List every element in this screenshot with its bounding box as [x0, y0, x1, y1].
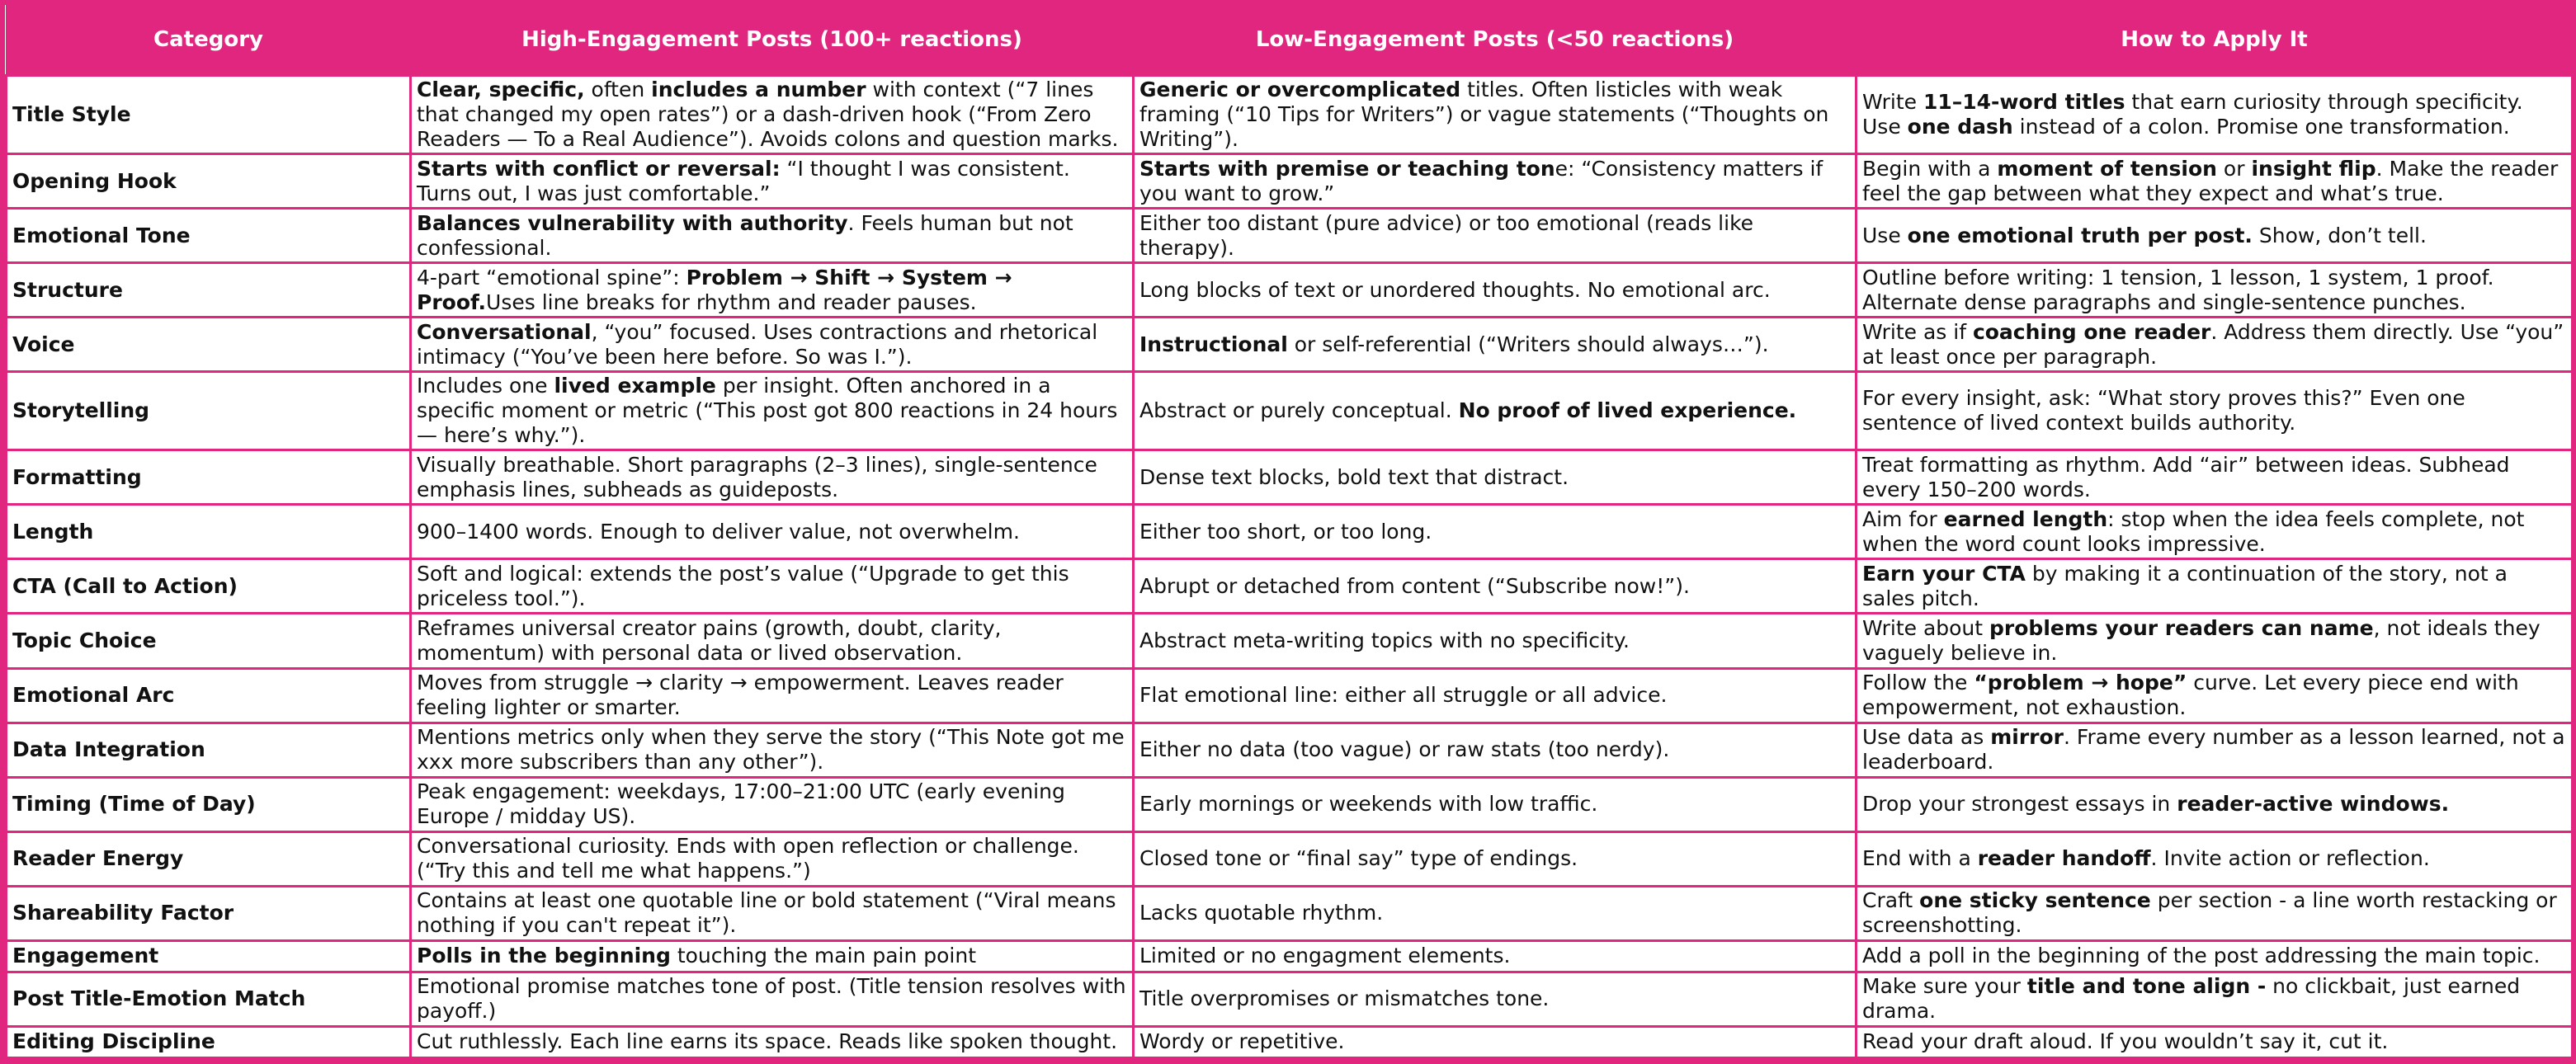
- bold-text-segment: Starts with premise or teaching ton: [1139, 156, 1555, 181]
- high-engagement-cell: [411, 1026, 1134, 1057]
- text-segment: . Frame every number as a lesson learned, not a leaderboard.: [1862, 725, 2565, 774]
- low-engagement-cell: [1134, 972, 1857, 1026]
- text-segment: Add a poll in the beginning of the post addressing the main topic.: [1862, 944, 2541, 968]
- table-row: [7, 831, 2573, 886]
- category-cell: Formatting: [7, 450, 411, 505]
- how-to-apply-cell: [1857, 209, 2573, 263]
- text-segment: Peak engagement: weekdays, 17:00–21:00 UTC (early evening Europe / midday US).: [417, 779, 1065, 829]
- bold-text-segment: Clear, specific,: [417, 78, 585, 102]
- text-segment: Either too short, or too long.: [1139, 519, 1432, 544]
- high-engagement-cell: [411, 263, 1134, 318]
- bold-text-segment: mirror: [1990, 725, 2064, 750]
- bold-text-segment: title and tone align -: [2026, 974, 2267, 999]
- table-row: [7, 886, 2573, 940]
- bold-text-segment: Earn your CTA: [1862, 561, 2026, 586]
- header-how-to-apply: How to Apply It: [1857, 5, 2573, 76]
- text-segment: Includes one: [417, 374, 554, 398]
- table-body: [7, 76, 2573, 1058]
- text-segment: or: [2216, 156, 2252, 181]
- high-engagement-cell: [411, 723, 1134, 777]
- low-engagement-cell: [1134, 614, 1857, 668]
- high-engagement-cell: [411, 972, 1134, 1026]
- table-row: [7, 318, 2573, 372]
- table-row: [7, 614, 2573, 668]
- how-to-apply-cell: [1857, 505, 2573, 559]
- low-engagement-cell: [1134, 940, 1857, 972]
- bold-text-segment: Balances vulnerability with authority: [417, 210, 848, 235]
- text-segment: Uses line breaks for rhythm and reader pauses.: [486, 290, 977, 314]
- table-row: [7, 1026, 2573, 1057]
- table-row: [7, 505, 2573, 559]
- how-to-apply-cell: [1857, 723, 2573, 777]
- low-engagement-cell: [1134, 886, 1857, 940]
- category-cell: CTA (Call to Action): [7, 559, 411, 614]
- bold-text-segment: “problem → hope”: [1974, 671, 2187, 695]
- bold-text-segment: earned length: [1943, 506, 2108, 531]
- text-segment: Use: [1862, 223, 1908, 247]
- text-segment: For every insight, ask: “What story proves this?” Even one sentence of lived context builds authority.: [1862, 386, 2465, 435]
- text-segment: 4-part “emotional spine”:: [417, 265, 686, 290]
- category-cell: Timing (Time of Day): [7, 777, 411, 831]
- text-segment: Abstract or purely conceptual.: [1139, 398, 1459, 423]
- text-segment: Emotional promise matches tone of post. (Title tension resolves with payoff.): [417, 974, 1126, 1024]
- high-engagement-cell: [411, 372, 1134, 450]
- text-segment: Conversational curiosity. Ends with open reflection or challenge. (“Try this and tell me what happens.”): [417, 834, 1079, 883]
- text-segment: Limited or no engagment elements.: [1139, 944, 1511, 968]
- text-segment: Soft and logical: extends the post’s value (“Upgrade to get this priceless tool.”).: [417, 561, 1069, 610]
- text-segment: . Invite action or reflection.: [2150, 846, 2430, 871]
- text-segment: 900–1400 words. Enough to deliver value, not overwhelm.: [417, 519, 1020, 544]
- text-segment: Either too distant (pure advice) or too emotional (reads like therapy).: [1139, 210, 1754, 260]
- header-row: [7, 5, 2573, 76]
- table-row: [7, 372, 2573, 450]
- bold-text-segment: No proof of lived experience.: [1458, 398, 1797, 423]
- table-row: [7, 450, 2573, 505]
- category-cell: Length: [7, 505, 411, 559]
- bold-text-segment: Generic or overcomplicated: [1139, 78, 1461, 102]
- text-segment: Dense text blocks, bold text that distract.: [1139, 464, 1569, 489]
- text-segment: Early mornings or weekends with low traffic.: [1139, 792, 1598, 817]
- table-row: [7, 154, 2573, 209]
- text-segment: Write as if: [1862, 319, 1973, 344]
- text-segment: that earn curiosity through specificity. Use: [1862, 90, 2523, 139]
- header-category: Category: [7, 5, 411, 76]
- how-to-apply-cell: [1857, 831, 2573, 886]
- high-engagement-cell: [411, 76, 1134, 154]
- text-segment: Either no data (too vague) or raw stats (too nerdy).: [1139, 737, 1670, 762]
- table-row: [7, 723, 2573, 777]
- low-engagement-cell: [1134, 372, 1857, 450]
- high-engagement-cell: [411, 831, 1134, 886]
- high-engagement-cell: [411, 318, 1134, 372]
- how-to-apply-cell: [1857, 76, 2573, 154]
- category-cell: Editing Discipline: [7, 1026, 411, 1057]
- text-segment: Use data as: [1862, 725, 1991, 750]
- low-engagement-cell: [1134, 831, 1857, 886]
- high-engagement-cell: [411, 886, 1134, 940]
- bold-text-segment: one dash: [1907, 115, 2013, 139]
- text-segment: Moves from struggle → clarity → empowerment. Leaves reader feeling lighter or smarter.: [417, 671, 1064, 720]
- category-cell: Title Style: [7, 76, 411, 154]
- text-segment: per insight. Often anchored in a specific moment or metric (“This post got 800 reactions in 24 hours — here’s why.”).: [417, 374, 1118, 448]
- high-engagement-cell: [411, 154, 1134, 209]
- header-low-engagement: Low-Engagement Posts (<50 reactions): [1134, 5, 1857, 76]
- table-row: [7, 777, 2573, 831]
- category-cell: Emotional Tone: [7, 209, 411, 263]
- high-engagement-cell: [411, 559, 1134, 614]
- text-segment: Mentions metrics only when they serve the story (“This Note got me xxx more subscribers than any other”).: [417, 725, 1125, 774]
- category-cell: Structure: [7, 263, 411, 318]
- bold-text-segment: Starts with conflict or reversal:: [417, 156, 781, 181]
- low-engagement-cell: [1134, 777, 1857, 831]
- bold-text-segment: coaching one reader: [1972, 319, 2211, 344]
- text-segment: End with a: [1862, 846, 1978, 871]
- text-segment: Make sure your: [1862, 974, 2027, 999]
- category-cell: Opening Hook: [7, 154, 411, 209]
- how-to-apply-cell: [1857, 1026, 2573, 1057]
- text-segment: instead of a colon. Promise one transformation.: [2012, 115, 2510, 139]
- bold-text-segment: one emotional truth per post.: [1907, 223, 2253, 247]
- text-segment: Follow the: [1862, 671, 1974, 695]
- table-header: [7, 5, 2573, 76]
- high-engagement-cell: [411, 777, 1134, 831]
- category-cell: Topic Choice: [7, 614, 411, 668]
- text-segment: titles. Often listicles with weak framing (“10 Tips for Writers”) or vague statements (“Thoughts on Writing”).: [1139, 78, 1829, 152]
- bold-text-segment: one sticky sentence: [1919, 888, 2151, 913]
- bold-text-segment: moment of tension: [1997, 156, 2217, 181]
- table-row: [7, 668, 2573, 723]
- text-segment: Aim for: [1862, 506, 1944, 531]
- text-segment: or self-referential (“Writers should always…”).: [1287, 332, 1769, 356]
- text-segment: , “you” focused. Uses contractions and rhetorical intimacy (“You’ve been here before. So was I.”).: [417, 319, 1098, 369]
- text-segment: Title overpromises or mismatches tone.: [1139, 986, 1550, 1011]
- text-segment: , not ideals they vaguely believe in.: [1862, 616, 2541, 665]
- engagement-comparison-table: [5, 5, 2574, 1059]
- high-engagement-cell: [411, 505, 1134, 559]
- low-engagement-cell: [1134, 1026, 1857, 1057]
- bold-text-segment: Instructional: [1139, 332, 1288, 356]
- table-row: [7, 76, 2573, 154]
- high-engagement-cell: [411, 450, 1134, 505]
- high-engagement-cell: [411, 668, 1134, 723]
- text-segment: no clickbait, just earned drama.: [1862, 974, 2521, 1024]
- low-engagement-cell: [1134, 668, 1857, 723]
- text-segment: Craft: [1862, 888, 1920, 913]
- bold-text-segment: 11–14-word titles: [1923, 90, 2125, 115]
- low-engagement-cell: [1134, 154, 1857, 209]
- text-segment: Abstract meta-writing topics with no specificity.: [1139, 629, 1630, 652]
- how-to-apply-cell: [1857, 450, 2573, 505]
- text-segment: Treat formatting as rhythm. Add “air” between ideas. Subhead every 150–200 words.: [1862, 452, 2510, 501]
- text-segment: Reframes universal creator pains (growth, doubt, clarity, momentum) with personal data or lived observation.: [417, 616, 1002, 665]
- high-engagement-cell: [411, 940, 1134, 972]
- category-cell: Post Title-Emotion Match: [7, 972, 411, 1026]
- low-engagement-cell: [1134, 76, 1857, 154]
- bold-text-segment: reader-active windows.: [2177, 792, 2450, 817]
- low-engagement-cell: [1134, 505, 1857, 559]
- low-engagement-cell: [1134, 318, 1857, 372]
- bold-text-segment: Problem → Shift → System → Proof.: [417, 265, 1012, 314]
- table-row: [7, 940, 2573, 972]
- bold-text-segment: insight flip: [2251, 156, 2376, 181]
- text-segment: curve. Let every piece end with empowerment, not exhaustion.: [1862, 671, 2519, 720]
- category-cell: Storytelling: [7, 372, 411, 450]
- text-segment: . Make the reader feel the gap between what they expect and what’s true.: [1862, 156, 2559, 205]
- text-segment: . Address them directly. Use “you” at least once per paragraph.: [1862, 319, 2564, 369]
- text-segment: Read your draft aloud. If you wouldn’t say it, cut it.: [1862, 1029, 2389, 1054]
- text-segment: Begin with a: [1862, 156, 1998, 181]
- text-segment: Long blocks of text or unordered thoughts. No emotional arc.: [1139, 277, 1771, 302]
- how-to-apply-cell: [1857, 559, 2573, 614]
- low-engagement-cell: [1134, 450, 1857, 505]
- how-to-apply-cell: [1857, 886, 2573, 940]
- text-segment: touching the main pain point: [670, 944, 977, 968]
- category-cell: Engagement: [7, 940, 411, 972]
- text-segment: Wordy or repetitive.: [1139, 1029, 1345, 1054]
- low-engagement-cell: [1134, 209, 1857, 263]
- text-segment: often: [584, 78, 652, 102]
- text-segment: : stop when the idea feels complete, not when the word count looks impressive.: [1862, 506, 2525, 556]
- text-segment: Visually breathable. Short paragraphs (2–3 lines), single-sentence emphasis lines, subheads as guideposts.: [417, 452, 1097, 501]
- how-to-apply-cell: [1857, 972, 2573, 1026]
- how-to-apply-cell: [1857, 940, 2573, 972]
- high-engagement-cell: [411, 614, 1134, 668]
- text-segment: . Feels human but not confessional.: [417, 210, 1073, 260]
- how-to-apply-cell: [1857, 154, 2573, 209]
- text-segment: Flat emotional line: either all struggle or all advice.: [1139, 683, 1668, 708]
- text-segment: Write: [1862, 90, 1923, 115]
- text-segment: Lacks quotable rhythm.: [1139, 901, 1384, 925]
- table-row: [7, 972, 2573, 1026]
- low-engagement-cell: [1134, 723, 1857, 777]
- high-engagement-cell: [411, 209, 1134, 263]
- category-cell: Emotional Arc: [7, 668, 411, 723]
- how-to-apply-cell: [1857, 614, 2573, 668]
- table-row: [7, 209, 2573, 263]
- text-segment: Closed tone or “final say” type of endings.: [1139, 846, 1578, 871]
- bold-text-segment: problems your readers can name: [1989, 616, 2374, 640]
- category-cell: Shareability Factor: [7, 886, 411, 940]
- bold-text-segment: lived example: [554, 374, 716, 398]
- bold-text-segment: reader handoff: [1977, 846, 2151, 871]
- bold-text-segment: includes a number: [651, 78, 866, 102]
- how-to-apply-cell: [1857, 263, 2573, 318]
- how-to-apply-cell: [1857, 318, 2573, 372]
- table-row: [7, 263, 2573, 318]
- bold-text-segment: Polls in the beginning: [417, 944, 671, 968]
- low-engagement-cell: [1134, 263, 1857, 318]
- category-cell: Voice: [7, 318, 411, 372]
- text-segment: with context (“7 lines that changed my open rates”) or a dash-driven hook (“From Zero Readers — To a Real Audience”). Avoids colons and question marks.: [417, 78, 1119, 152]
- text-segment: Cut ruthlessly. Each line earns its space. Reads like spoken thought.: [417, 1029, 1118, 1054]
- category-cell: Reader Energy: [7, 831, 411, 886]
- text-segment: Outline before writing: 1 tension, 1 lesson, 1 system, 1 proof. Alternate dense paragraphs and single-sentence punches.: [1862, 265, 2494, 314]
- category-cell: Data Integration: [7, 723, 411, 777]
- how-to-apply-cell: [1857, 777, 2573, 831]
- text-segment: Write about: [1862, 616, 1990, 640]
- low-engagement-cell: [1134, 559, 1857, 614]
- how-to-apply-cell: [1857, 372, 2573, 450]
- header-high-engagement: High-Engagement Posts (100+ reactions): [411, 5, 1134, 76]
- text-segment: Abrupt or detached from content (“Subscribe now!”).: [1139, 573, 1690, 598]
- how-to-apply-cell: [1857, 668, 2573, 723]
- text-segment: by making it a continuation of the story, not a sales pitch.: [1862, 561, 2508, 610]
- text-segment: per section - a line worth restacking or screenshotting.: [1862, 888, 2557, 938]
- text-segment: Drop your strongest essays in: [1862, 792, 2177, 817]
- text-segment: e: “Consistency matters if you want to grow.”: [1139, 156, 1823, 205]
- text-segment: Contains at least one quotable line or bold statement (“Viral means nothing if you can't repeat it”).: [417, 888, 1116, 938]
- bold-text-segment: Conversational: [417, 319, 592, 344]
- text-segment: “I thought I was consistent. Turns out, I was just comfortable.”: [417, 156, 1070, 205]
- table-row: [7, 559, 2573, 614]
- text-segment: Show, don’t tell.: [2252, 223, 2427, 247]
